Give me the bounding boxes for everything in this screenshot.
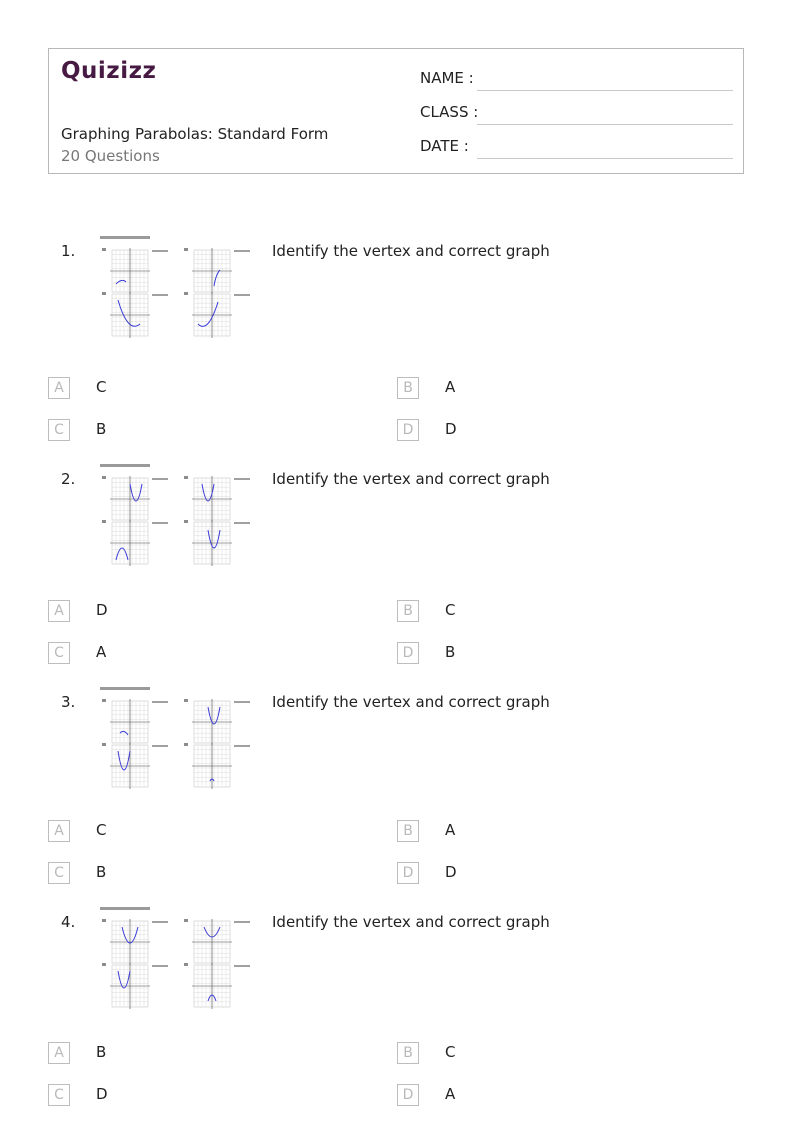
graph-panel	[102, 919, 168, 965]
question-text: Identify the vertex and correct graph	[272, 470, 550, 488]
option-text: C	[445, 601, 456, 619]
quizizz-logo: Quizizz	[61, 58, 157, 84]
option-letter: C	[48, 642, 70, 664]
graph-thumbnail	[96, 460, 258, 572]
graph-panel	[102, 743, 168, 789]
option-letter: B	[397, 377, 419, 399]
option-letter: A	[48, 600, 70, 622]
question-number: 1.	[61, 242, 76, 260]
option-letter: C	[48, 1084, 70, 1106]
option-letter: C	[48, 419, 70, 441]
question-graph-image	[96, 460, 258, 576]
graph-panel	[184, 476, 250, 522]
class-line[interactable]	[477, 124, 733, 125]
graph-panel	[102, 520, 168, 566]
option-text: D	[445, 863, 457, 881]
question-text: Identify the vertex and correct graph	[272, 693, 550, 711]
option-letter: B	[397, 820, 419, 842]
name-line[interactable]	[477, 90, 733, 91]
question-text: Identify the vertex and correct graph	[272, 913, 550, 931]
class-field[interactable]	[420, 103, 733, 125]
class-label: CLASS :	[420, 103, 479, 121]
date-field[interactable]	[420, 137, 733, 159]
option-text: B	[445, 643, 456, 661]
worksheet-title: Graphing Parabolas: Standard Form	[61, 125, 329, 143]
question-graph-image	[96, 232, 258, 348]
graph-panel	[102, 248, 168, 294]
option-text: C	[96, 821, 107, 839]
date-line[interactable]	[477, 158, 733, 159]
worksheet-header	[48, 48, 744, 174]
question-graph-image	[96, 903, 258, 1019]
option-text: A	[445, 1085, 456, 1103]
option-letter: D	[397, 419, 419, 441]
option-text: A	[445, 378, 456, 396]
graph-panel	[102, 963, 168, 1009]
name-label: NAME :	[420, 69, 474, 87]
option-letter: C	[48, 862, 70, 884]
graph-thumbnail	[96, 683, 258, 795]
graph-thumbnail	[96, 903, 258, 1015]
graph-panel	[102, 292, 168, 338]
graph-panel	[184, 699, 250, 745]
question-text: Identify the vertex and correct graph	[272, 242, 550, 260]
graph-panel	[184, 919, 250, 965]
option-letter: B	[397, 1042, 419, 1064]
graph-panel	[184, 743, 250, 789]
option-letter: A	[48, 377, 70, 399]
graph-panel	[184, 520, 250, 566]
option-text: A	[445, 821, 456, 839]
graph-thumbnail	[96, 232, 258, 344]
question-count: 20 Questions	[61, 147, 160, 165]
option-text: D	[96, 1085, 108, 1103]
option-text: A	[96, 643, 107, 661]
option-text: C	[445, 1043, 456, 1061]
name-field[interactable]	[420, 69, 733, 91]
option-letter: D	[397, 1084, 419, 1106]
question-graph-image	[96, 683, 258, 799]
question-number: 2.	[61, 470, 76, 488]
graph-panel	[184, 963, 250, 1009]
option-letter: D	[397, 862, 419, 884]
option-text: B	[96, 420, 107, 438]
option-text: D	[445, 420, 457, 438]
option-text: C	[96, 378, 107, 396]
option-text: B	[96, 1043, 107, 1061]
graph-panel	[102, 476, 168, 522]
date-label: DATE :	[420, 137, 469, 155]
option-letter: D	[397, 642, 419, 664]
option-text: D	[96, 601, 108, 619]
graph-panel	[102, 699, 168, 745]
option-text: B	[96, 863, 107, 881]
option-letter: B	[397, 600, 419, 622]
graph-panel	[184, 292, 250, 338]
option-letter: A	[48, 1042, 70, 1064]
question-number: 4.	[61, 913, 76, 931]
option-letter: A	[48, 820, 70, 842]
graph-panel	[184, 248, 250, 294]
question-number: 3.	[61, 693, 76, 711]
